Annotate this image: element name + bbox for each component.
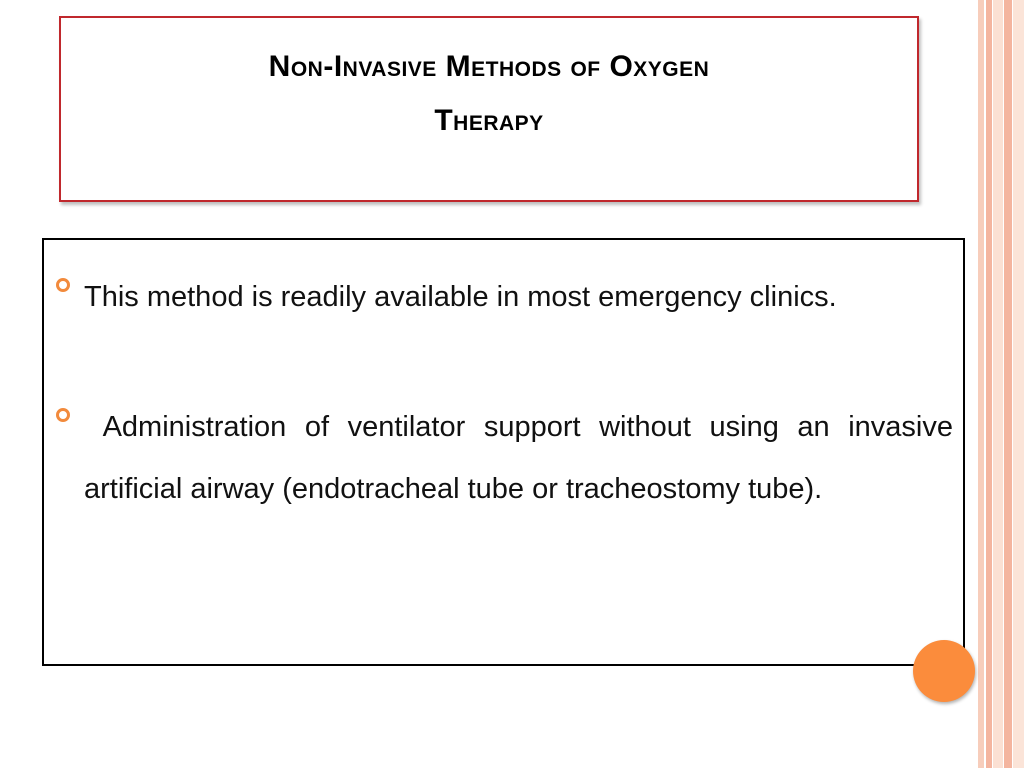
decor-stripe-4 bbox=[1004, 0, 1012, 768]
ring-bullet-icon bbox=[44, 266, 84, 328]
decor-stripe-1 bbox=[978, 0, 984, 768]
bullet-item bbox=[44, 266, 953, 328]
content-box bbox=[42, 238, 965, 666]
title-box bbox=[59, 16, 919, 202]
bullet-item bbox=[44, 396, 962, 520]
decor-stripe-2 bbox=[986, 0, 992, 768]
orange-circle-decoration bbox=[913, 640, 975, 702]
bullet-text: Administration of ventilator support without using an invasive artificial airway (endotracheal tube or tracheostomy tube). bbox=[84, 411, 962, 505]
slide-title: Non-Invasive Methods of Oxygen Therapy bbox=[268, 50, 710, 137]
bullet-text: This method is readily available in most emergency clinics. bbox=[84, 281, 837, 313]
decor-stripe-3 bbox=[993, 0, 1003, 768]
decor-stripe-5 bbox=[1013, 0, 1024, 768]
ring-bullet-icon bbox=[44, 396, 84, 520]
